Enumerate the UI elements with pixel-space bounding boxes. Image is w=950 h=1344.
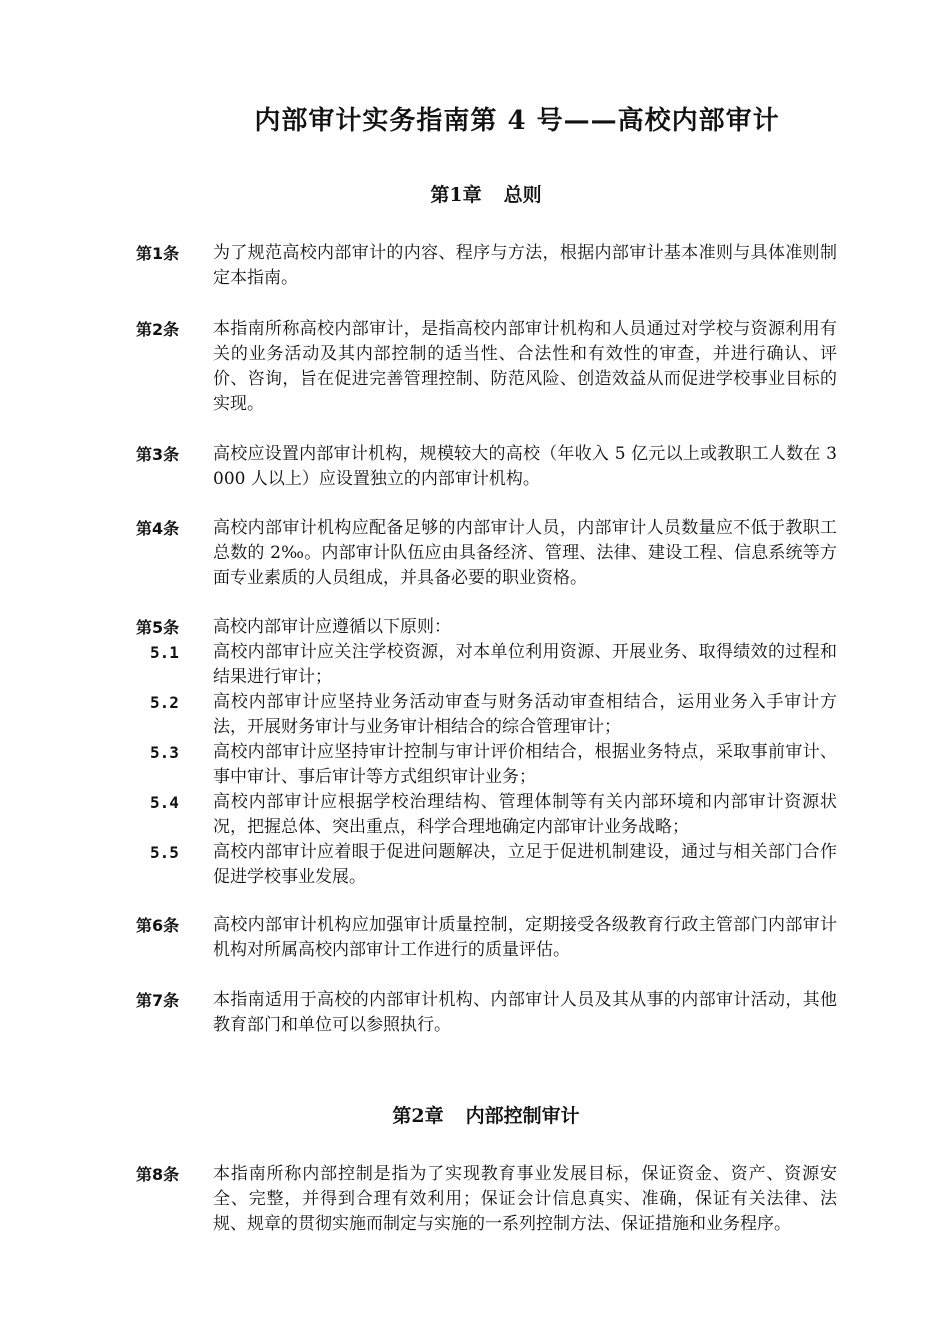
article-label: 第5条 (136, 618, 180, 637)
chapter-number: 第2章 (392, 1105, 444, 1127)
sub-item-label: 5.1 (150, 643, 179, 662)
article-text: 高校内部审计应遵循以下原则： (213, 617, 451, 637)
article-text: 高校内部审计机构应加强审计质量控制，定期接受各级教育行政主管部门内部审计机构对所属高校内部审计工作进行的质量评估。 (213, 915, 837, 960)
sub-item-label: 5.3 (150, 743, 179, 762)
sub-item-text: 高校内部审计应根据学校治理结构、管理体制等有关内部环境和内部审计资源状况，把握总体、突出重点，科学合理地确定内部审计业务战略； (213, 792, 837, 837)
chapter-1-heading (0, 180, 950, 207)
article-label: 第3条 (136, 445, 180, 464)
article-label: 第8条 (136, 1165, 180, 1184)
chapter-number: 第1章 (430, 184, 482, 206)
sub-item-text: 高校内部审计应坚持审计控制与审计评价相结合，根据业务特点，采取事前审计、事中审计、事后审计等方式组织审计业务； (213, 742, 837, 787)
sub-item-label: 5.4 (150, 793, 179, 812)
article-label: 第2条 (136, 320, 180, 339)
sub-item-label: 5.5 (150, 843, 179, 862)
article-text: 本指南所称内部控制是指为了实现教育事业发展目标，保证资金、资产、资源安全、完整，并得到合理有效利用；保证会计信息真实、准确，保证有关法律、法规、规章的贯彻实施而制定与实施的一系列控制方法、保证措施和业务程序。 (213, 1164, 837, 1234)
article-label: 第1条 (136, 244, 180, 263)
chapter-2-heading (0, 1101, 950, 1128)
article-label: 第7条 (136, 991, 180, 1010)
chapter-name: 内部控制审计 (465, 1105, 580, 1127)
chapter-name: 总则 (503, 184, 542, 206)
article-text: 本指南所称高校内部审计，是指高校内部审计机构和人员通过对学校与资源利用有关的业务活动及其内部控制的适当性、合法性和有效性的审查，并进行确认、评价、咨询，旨在促进完善管理控制、防范风险、创造效益从而促进学校事业目标的实现。 (213, 319, 837, 414)
article-text: 高校应设置内部审计机构，规模较大的高校（年收入 5 亿元以上或教职工人数在 3000 人以上）应设置独立的内部审计机构。 (213, 444, 837, 489)
document-title: 内部审计实务指南第 4 号——高校内部审计 (254, 106, 780, 136)
article-text: 本指南适用于高校的内部审计机构、内部审计人员及其从事的内部审计活动，其他教育部门和单位可以参照执行。 (213, 990, 837, 1035)
article-text: 高校内部审计机构应配备足够的内部审计人员，内部审计人员数量应不低于教职工总数的 2‰。内部审计队伍应由具备经济、管理、法律、建设工程、信息系统等方面专业素质的人员组成，并具备必要的职业资格。 (213, 518, 837, 588)
article-text: 为了规范高校内部审计的内容、程序与方法，根据内部审计基本准则与具体准则制定本指南。 (213, 243, 837, 288)
sub-item-label: 5.2 (150, 693, 179, 712)
sub-item-text: 高校内部审计应坚持业务活动审查与财务活动审查相结合，运用业务入手审计方法，开展财务审计与业务审计相结合的综合管理审计； (213, 692, 837, 737)
article-label: 第4条 (136, 519, 180, 538)
article-label: 第6条 (136, 916, 180, 935)
sub-item-text: 高校内部审计应关注学校资源，对本单位利用资源、开展业务、取得绩效的过程和结果进行审计； (213, 642, 837, 687)
sub-item-text: 高校内部审计应着眼于促进问题解决，立足于促进机制建设，通过与相关部门合作促进学校事业发展。 (213, 842, 837, 887)
